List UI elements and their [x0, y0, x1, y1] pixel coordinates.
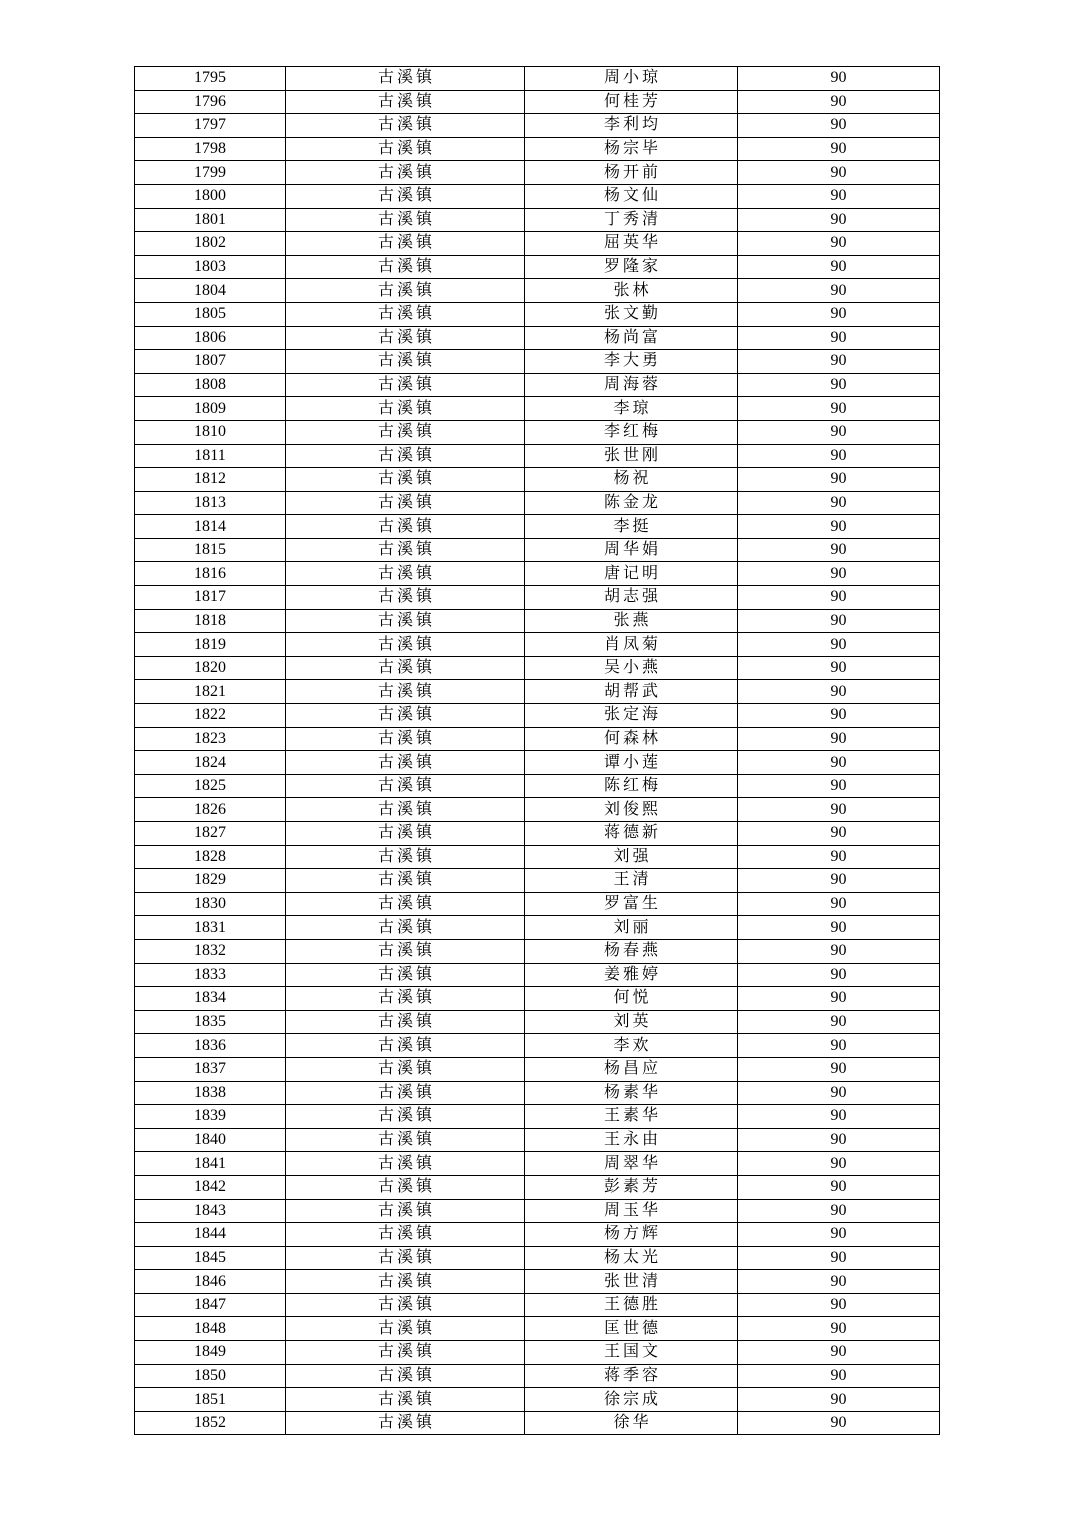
town-cell: 古溪镇	[286, 161, 525, 185]
value-cell: 90	[738, 279, 940, 303]
table-row	[135, 845, 940, 869]
value-cell: 90	[738, 350, 940, 374]
row-number-cell: 1829	[135, 869, 286, 893]
row-number-cell: 1849	[135, 1341, 286, 1365]
table-row	[135, 656, 940, 680]
town-cell: 古溪镇	[286, 350, 525, 374]
row-number-cell: 1851	[135, 1388, 286, 1412]
row-number-cell: 1799	[135, 161, 286, 185]
name-cell: 刘英	[525, 1010, 738, 1034]
name-cell: 刘俊熙	[525, 798, 738, 822]
row-number-cell: 1844	[135, 1223, 286, 1247]
table-row	[135, 1081, 940, 1105]
name-cell: 周华娟	[525, 538, 738, 562]
value-cell: 90	[738, 845, 940, 869]
town-cell: 古溪镇	[286, 1034, 525, 1058]
table-row	[135, 751, 940, 775]
town-cell: 古溪镇	[286, 1270, 525, 1294]
value-cell: 90	[738, 137, 940, 161]
town-cell: 古溪镇	[286, 727, 525, 751]
name-cell: 唐记明	[525, 562, 738, 586]
name-cell: 胡志强	[525, 586, 738, 610]
value-cell: 90	[738, 987, 940, 1011]
name-cell: 李挺	[525, 515, 738, 539]
table-row	[135, 609, 940, 633]
town-cell: 古溪镇	[286, 609, 525, 633]
data-table	[134, 66, 940, 1435]
row-number-cell: 1842	[135, 1175, 286, 1199]
table-row	[135, 1034, 940, 1058]
name-cell: 徐华	[525, 1411, 738, 1435]
town-cell: 古溪镇	[286, 326, 525, 350]
row-number-cell: 1815	[135, 538, 286, 562]
town-cell: 古溪镇	[286, 1293, 525, 1317]
town-cell: 古溪镇	[286, 1128, 525, 1152]
table-row	[135, 255, 940, 279]
town-cell: 古溪镇	[286, 114, 525, 138]
table-row	[135, 1388, 940, 1412]
table-row	[135, 822, 940, 846]
name-cell: 王永由	[525, 1128, 738, 1152]
row-number-cell: 1838	[135, 1081, 286, 1105]
row-number-cell: 1826	[135, 798, 286, 822]
row-number-cell: 1827	[135, 822, 286, 846]
name-cell: 屈英华	[525, 232, 738, 256]
row-number-cell: 1817	[135, 586, 286, 610]
town-cell: 古溪镇	[286, 751, 525, 775]
table-row	[135, 1199, 940, 1223]
name-cell: 周海蓉	[525, 373, 738, 397]
town-cell: 古溪镇	[286, 468, 525, 492]
name-cell: 杨开前	[525, 161, 738, 185]
name-cell: 王清	[525, 869, 738, 893]
value-cell: 90	[738, 1411, 940, 1435]
value-cell: 90	[738, 184, 940, 208]
row-number-cell: 1811	[135, 444, 286, 468]
row-number-cell: 1810	[135, 420, 286, 444]
table-row	[135, 515, 940, 539]
name-cell: 张燕	[525, 609, 738, 633]
town-cell: 古溪镇	[286, 656, 525, 680]
row-number-cell: 1847	[135, 1293, 286, 1317]
table-row	[135, 420, 940, 444]
town-cell: 古溪镇	[286, 67, 525, 91]
row-number-cell: 1820	[135, 656, 286, 680]
value-cell: 90	[738, 161, 940, 185]
name-cell: 刘丽	[525, 916, 738, 940]
name-cell: 彭素芳	[525, 1175, 738, 1199]
value-cell: 90	[738, 515, 940, 539]
table-row	[135, 137, 940, 161]
table-row	[135, 350, 940, 374]
value-cell: 90	[738, 420, 940, 444]
value-cell: 90	[738, 774, 940, 798]
value-cell: 90	[738, 1317, 940, 1341]
name-cell: 杨太光	[525, 1246, 738, 1270]
table-row	[135, 1341, 940, 1365]
town-cell: 古溪镇	[286, 208, 525, 232]
row-number-cell: 1818	[135, 609, 286, 633]
table-row	[135, 963, 940, 987]
row-number-cell: 1835	[135, 1010, 286, 1034]
town-cell: 古溪镇	[286, 1175, 525, 1199]
table-row	[135, 1270, 940, 1294]
row-number-cell: 1805	[135, 302, 286, 326]
row-number-cell: 1823	[135, 727, 286, 751]
town-cell: 古溪镇	[286, 373, 525, 397]
town-cell: 古溪镇	[286, 586, 525, 610]
town-cell: 古溪镇	[286, 397, 525, 421]
name-cell: 李欢	[525, 1034, 738, 1058]
row-number-cell: 1845	[135, 1246, 286, 1270]
row-number-cell: 1843	[135, 1199, 286, 1223]
value-cell: 90	[738, 1388, 940, 1412]
row-number-cell: 1846	[135, 1270, 286, 1294]
table-row	[135, 727, 940, 751]
value-cell: 90	[738, 1246, 940, 1270]
town-cell: 古溪镇	[286, 279, 525, 303]
table-row	[135, 1105, 940, 1129]
table-row	[135, 939, 940, 963]
table-row	[135, 1411, 940, 1435]
table-row	[135, 279, 940, 303]
row-number-cell: 1809	[135, 397, 286, 421]
name-cell: 匡世德	[525, 1317, 738, 1341]
town-cell: 古溪镇	[286, 1411, 525, 1435]
table-row	[135, 798, 940, 822]
value-cell: 90	[738, 255, 940, 279]
table-body	[135, 67, 940, 1435]
town-cell: 古溪镇	[286, 1081, 525, 1105]
value-cell: 90	[738, 586, 940, 610]
name-cell: 周玉华	[525, 1199, 738, 1223]
row-number-cell: 1819	[135, 633, 286, 657]
name-cell: 李利均	[525, 114, 738, 138]
row-number-cell: 1797	[135, 114, 286, 138]
row-number-cell: 1816	[135, 562, 286, 586]
value-cell: 90	[738, 822, 940, 846]
value-cell: 90	[738, 444, 940, 468]
name-cell: 谭小莲	[525, 751, 738, 775]
town-cell: 古溪镇	[286, 1105, 525, 1129]
town-cell: 古溪镇	[286, 869, 525, 893]
value-cell: 90	[738, 1341, 940, 1365]
town-cell: 古溪镇	[286, 987, 525, 1011]
town-cell: 古溪镇	[286, 1223, 525, 1247]
value-cell: 90	[738, 67, 940, 91]
town-cell: 古溪镇	[286, 1341, 525, 1365]
row-number-cell: 1831	[135, 916, 286, 940]
town-cell: 古溪镇	[286, 1057, 525, 1081]
row-number-cell: 1833	[135, 963, 286, 987]
table-row	[135, 680, 940, 704]
table-row	[135, 987, 940, 1011]
town-cell: 古溪镇	[286, 680, 525, 704]
name-cell: 杨昌应	[525, 1057, 738, 1081]
name-cell: 王国文	[525, 1341, 738, 1365]
row-number-cell: 1841	[135, 1152, 286, 1176]
town-cell: 古溪镇	[286, 420, 525, 444]
name-cell: 王德胜	[525, 1293, 738, 1317]
name-cell: 吴小燕	[525, 656, 738, 680]
name-cell: 杨素华	[525, 1081, 738, 1105]
table-row	[135, 1152, 940, 1176]
value-cell: 90	[738, 232, 940, 256]
row-number-cell: 1837	[135, 1057, 286, 1081]
table-row	[135, 302, 940, 326]
value-cell: 90	[738, 90, 940, 114]
name-cell: 罗隆家	[525, 255, 738, 279]
town-cell: 古溪镇	[286, 302, 525, 326]
row-number-cell: 1830	[135, 892, 286, 916]
name-cell: 张文勤	[525, 302, 738, 326]
name-cell: 罗富生	[525, 892, 738, 916]
table-row	[135, 468, 940, 492]
table-row	[135, 1057, 940, 1081]
town-cell: 古溪镇	[286, 538, 525, 562]
row-number-cell: 1840	[135, 1128, 286, 1152]
row-number-cell: 1800	[135, 184, 286, 208]
name-cell: 陈金龙	[525, 491, 738, 515]
town-cell: 古溪镇	[286, 184, 525, 208]
row-number-cell: 1839	[135, 1105, 286, 1129]
name-cell: 杨方辉	[525, 1223, 738, 1247]
value-cell: 90	[738, 1057, 940, 1081]
value-cell: 90	[738, 491, 940, 515]
row-number-cell: 1836	[135, 1034, 286, 1058]
value-cell: 90	[738, 1010, 940, 1034]
name-cell: 张世清	[525, 1270, 738, 1294]
name-cell: 张定海	[525, 704, 738, 728]
value-cell: 90	[738, 1293, 940, 1317]
table-row	[135, 586, 940, 610]
town-cell: 古溪镇	[286, 1010, 525, 1034]
row-number-cell: 1821	[135, 680, 286, 704]
table-row	[135, 1246, 940, 1270]
value-cell: 90	[738, 1270, 940, 1294]
table-row	[135, 90, 940, 114]
value-cell: 90	[738, 538, 940, 562]
row-number-cell: 1834	[135, 987, 286, 1011]
town-cell: 古溪镇	[286, 90, 525, 114]
table-row	[135, 869, 940, 893]
table-row	[135, 633, 940, 657]
value-cell: 90	[738, 397, 940, 421]
value-cell: 90	[738, 656, 940, 680]
row-number-cell: 1795	[135, 67, 286, 91]
table-row	[135, 444, 940, 468]
name-cell: 杨文仙	[525, 184, 738, 208]
value-cell: 90	[738, 1199, 940, 1223]
table-row	[135, 892, 940, 916]
town-cell: 古溪镇	[286, 137, 525, 161]
value-cell: 90	[738, 869, 940, 893]
value-cell: 90	[738, 1223, 940, 1247]
value-cell: 90	[738, 609, 940, 633]
row-number-cell: 1824	[135, 751, 286, 775]
value-cell: 90	[738, 1081, 940, 1105]
town-cell: 古溪镇	[286, 939, 525, 963]
row-number-cell: 1796	[135, 90, 286, 114]
row-number-cell: 1852	[135, 1411, 286, 1435]
table-row	[135, 704, 940, 728]
value-cell: 90	[738, 633, 940, 657]
value-cell: 90	[738, 562, 940, 586]
value-cell: 90	[738, 1175, 940, 1199]
town-cell: 古溪镇	[286, 892, 525, 916]
name-cell: 李红梅	[525, 420, 738, 444]
value-cell: 90	[738, 939, 940, 963]
row-number-cell: 1804	[135, 279, 286, 303]
town-cell: 古溪镇	[286, 845, 525, 869]
row-number-cell: 1825	[135, 774, 286, 798]
name-cell: 蒋德新	[525, 822, 738, 846]
town-cell: 古溪镇	[286, 1388, 525, 1412]
row-number-cell: 1807	[135, 350, 286, 374]
town-cell: 古溪镇	[286, 704, 525, 728]
value-cell: 90	[738, 704, 940, 728]
value-cell: 90	[738, 1128, 940, 1152]
row-number-cell: 1822	[135, 704, 286, 728]
town-cell: 古溪镇	[286, 515, 525, 539]
row-number-cell: 1832	[135, 939, 286, 963]
value-cell: 90	[738, 326, 940, 350]
name-cell: 杨春燕	[525, 939, 738, 963]
name-cell: 王素华	[525, 1105, 738, 1129]
table-row	[135, 538, 940, 562]
town-cell: 古溪镇	[286, 798, 525, 822]
row-number-cell: 1802	[135, 232, 286, 256]
table-row	[135, 184, 940, 208]
table-row	[135, 114, 940, 138]
value-cell: 90	[738, 1152, 940, 1176]
town-cell: 古溪镇	[286, 1246, 525, 1270]
value-cell: 90	[738, 208, 940, 232]
name-cell: 杨尚富	[525, 326, 738, 350]
row-number-cell: 1808	[135, 373, 286, 397]
row-number-cell: 1812	[135, 468, 286, 492]
table-row	[135, 326, 940, 350]
town-cell: 古溪镇	[286, 491, 525, 515]
table-row	[135, 916, 940, 940]
table-row	[135, 1364, 940, 1388]
value-cell: 90	[738, 727, 940, 751]
town-cell: 古溪镇	[286, 963, 525, 987]
table-row	[135, 1223, 940, 1247]
name-cell: 何悦	[525, 987, 738, 1011]
name-cell: 何桂芳	[525, 90, 738, 114]
table-row	[135, 491, 940, 515]
table-row	[135, 1010, 940, 1034]
row-number-cell: 1828	[135, 845, 286, 869]
table-row	[135, 208, 940, 232]
value-cell: 90	[738, 373, 940, 397]
value-cell: 90	[738, 1364, 940, 1388]
town-cell: 古溪镇	[286, 774, 525, 798]
town-cell: 古溪镇	[286, 822, 525, 846]
table-row	[135, 562, 940, 586]
name-cell: 肖凤菊	[525, 633, 738, 657]
row-number-cell: 1813	[135, 491, 286, 515]
table-row	[135, 67, 940, 91]
town-cell: 古溪镇	[286, 1317, 525, 1341]
name-cell: 刘强	[525, 845, 738, 869]
name-cell: 姜雅婷	[525, 963, 738, 987]
town-cell: 古溪镇	[286, 1364, 525, 1388]
name-cell: 张世刚	[525, 444, 738, 468]
name-cell: 周小琼	[525, 67, 738, 91]
name-cell: 张林	[525, 279, 738, 303]
value-cell: 90	[738, 892, 940, 916]
table-row	[135, 1293, 940, 1317]
table-row	[135, 1175, 940, 1199]
value-cell: 90	[738, 680, 940, 704]
table-row	[135, 1128, 940, 1152]
table-row	[135, 1317, 940, 1341]
name-cell: 周翠华	[525, 1152, 738, 1176]
value-cell: 90	[738, 1034, 940, 1058]
table-row	[135, 232, 940, 256]
row-number-cell: 1803	[135, 255, 286, 279]
table-row	[135, 397, 940, 421]
value-cell: 90	[738, 798, 940, 822]
name-cell: 胡帮武	[525, 680, 738, 704]
table-row	[135, 373, 940, 397]
value-cell: 90	[738, 1105, 940, 1129]
town-cell: 古溪镇	[286, 1199, 525, 1223]
row-number-cell: 1814	[135, 515, 286, 539]
name-cell: 杨祝	[525, 468, 738, 492]
name-cell: 丁秀清	[525, 208, 738, 232]
row-number-cell: 1850	[135, 1364, 286, 1388]
row-number-cell: 1848	[135, 1317, 286, 1341]
name-cell: 蒋季容	[525, 1364, 738, 1388]
name-cell: 杨宗毕	[525, 137, 738, 161]
name-cell: 李琼	[525, 397, 738, 421]
table-row	[135, 774, 940, 798]
value-cell: 90	[738, 963, 940, 987]
name-cell: 何森林	[525, 727, 738, 751]
value-cell: 90	[738, 751, 940, 775]
name-cell: 陈红梅	[525, 774, 738, 798]
value-cell: 90	[738, 302, 940, 326]
name-cell: 李大勇	[525, 350, 738, 374]
value-cell: 90	[738, 468, 940, 492]
town-cell: 古溪镇	[286, 255, 525, 279]
row-number-cell: 1801	[135, 208, 286, 232]
name-cell: 徐宗成	[525, 1388, 738, 1412]
town-cell: 古溪镇	[286, 444, 525, 468]
town-cell: 古溪镇	[286, 633, 525, 657]
row-number-cell: 1806	[135, 326, 286, 350]
town-cell: 古溪镇	[286, 562, 525, 586]
row-number-cell: 1798	[135, 137, 286, 161]
town-cell: 古溪镇	[286, 232, 525, 256]
table-row	[135, 161, 940, 185]
town-cell: 古溪镇	[286, 916, 525, 940]
town-cell: 古溪镇	[286, 1152, 525, 1176]
value-cell: 90	[738, 114, 940, 138]
value-cell: 90	[738, 916, 940, 940]
